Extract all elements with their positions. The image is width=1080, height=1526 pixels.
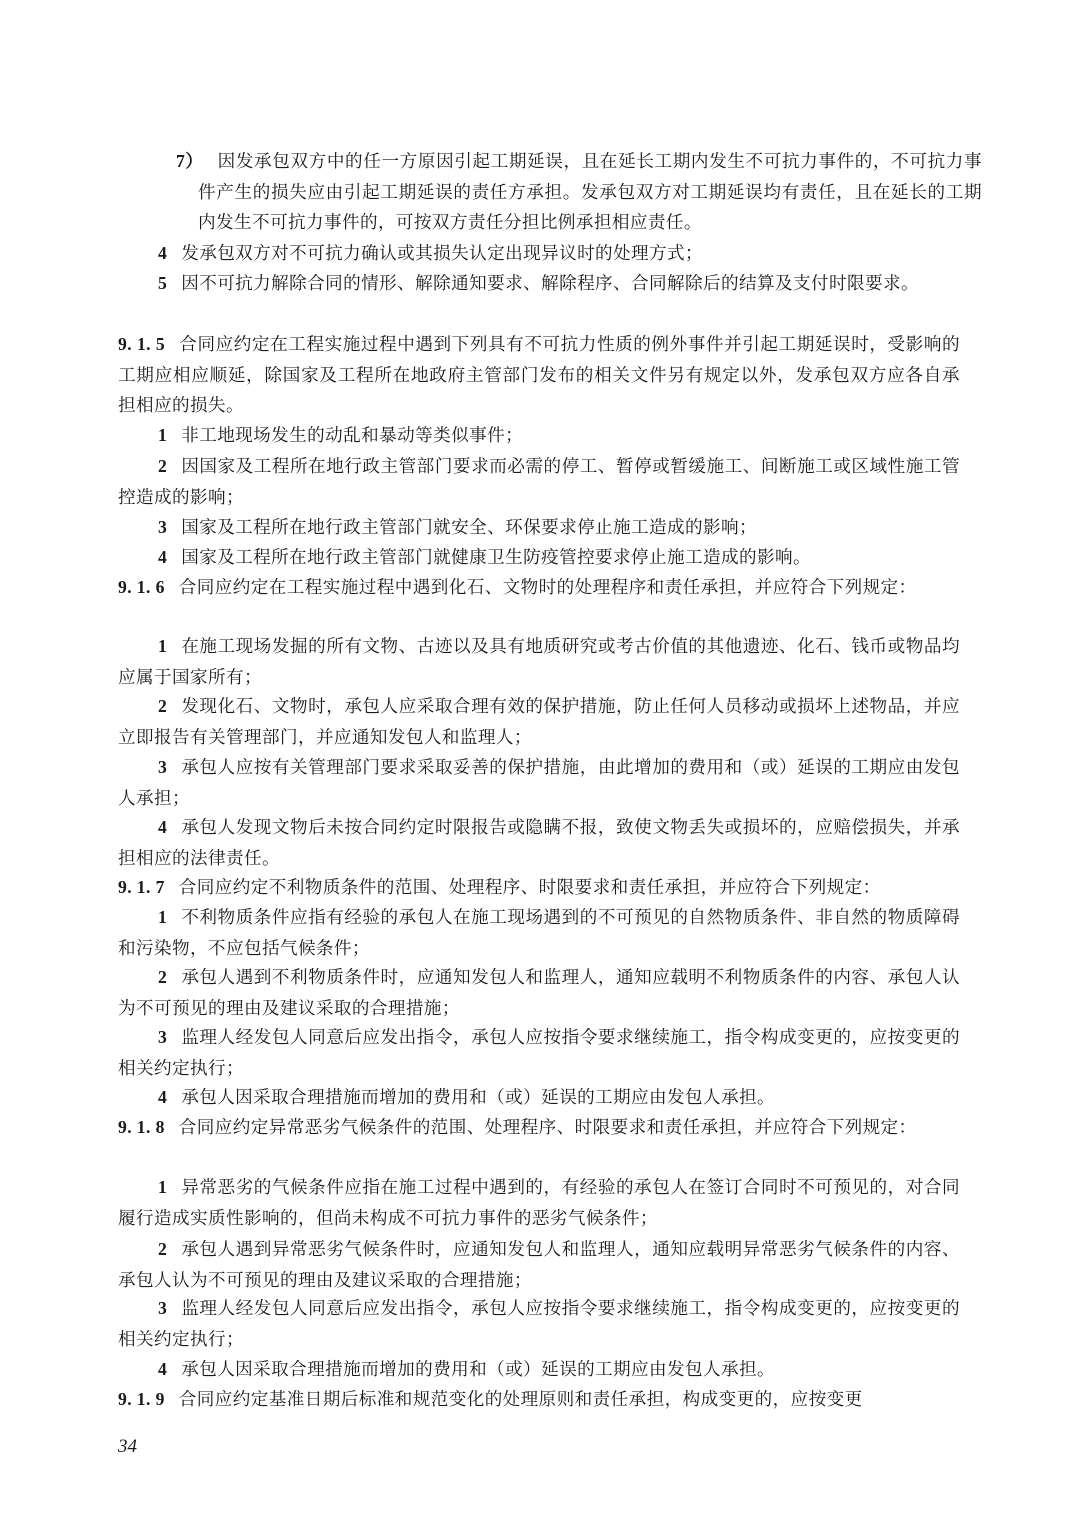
section-number: 9. 1. 9 [118, 1389, 165, 1409]
item-text: 非工地现场发生的动乱和暴动等类似事件； [181, 426, 524, 446]
section-9-1-5 [118, 329, 960, 422]
list-item [118, 512, 960, 544]
item-text: 承包人遇到异常恶劣气候条件时，应通知发包人和监理人，通知应载明异常恶劣气候条件的内容、承包人认为不可预见的理由及建议采取的合理措施； [118, 1240, 960, 1291]
list-item [118, 451, 960, 513]
item-number: 3 [158, 517, 168, 537]
list-item [118, 691, 960, 753]
item-text: 国家及工程所在地行政主管部门就安全、环保要求停止施工造成的影响； [181, 518, 758, 538]
list-item [118, 812, 960, 874]
section-9-1-7 [118, 872, 960, 904]
item-number: 2 [158, 967, 168, 987]
section-text: 合同应约定基准日期后标准和规范变化的处理原则和责任承担，构成变更的，应按变更 [178, 1390, 863, 1410]
item-text: 监理人经发包人同意后应发出指令，承包人应按指令要求继续施工，指令构成变更的，应按变更的相关约定执行； [118, 1028, 960, 1079]
item-text: 承包人发现文物后未按合同约定时限报告或隐瞒不报，致使文物丢失或损坏的，应赔偿损失，并承担相应的法律责任。 [118, 818, 960, 869]
section-number: 9. 1. 7 [118, 877, 165, 897]
list-item [118, 1082, 960, 1114]
item-number: 3 [158, 757, 168, 777]
item-text: 不利物质条件应指有经验的承包人在施工现场遇到的不可预见的自然物质条件、非自然的物质障碍和污染物，不应包括气候条件； [118, 908, 960, 959]
item-text: 承包人因采取合理措施而增加的费用和（或）延误的工期应由发包人承担。 [181, 1360, 776, 1380]
item-number: 4 [158, 243, 168, 263]
item-text: 因发承包双方中的任一方原因引起工期延误，且在延长工期内发生不可抗力事件的，不可抗力事件产生的损失应由引起工期延误的责任方承担。发承包双方对工期延误均有责任，且在延长的工期内发生不可抗力事件的，可按双方责任分担比例承担相应责任。 [198, 152, 982, 234]
section-text: 合同应约定在工程实施过程中遇到化石、文物时的处理程序和责任承担，并应符合下列规定： [178, 578, 917, 598]
section-text: 合同应约定不利物质条件的范围、处理程序、时限要求和责任承担，并应符合下列规定： [178, 878, 881, 898]
section-9-1-9 [118, 1384, 960, 1416]
item-number: 2 [158, 1239, 168, 1259]
section-9-1-8 [118, 1112, 960, 1144]
item-number: 4 [158, 817, 168, 837]
section-text: 合同应约定异常恶劣气候条件的范围、处理程序、时限要求和责任承担，并应符合下列规定： [178, 1118, 917, 1138]
section-number: 9. 1. 6 [118, 577, 165, 597]
item-number: 2 [158, 456, 168, 476]
item-text: 监理人经发包人同意后应发出指令，承包人应按指令要求继续施工，指令构成变更的，应按变更的相关约定执行； [118, 1299, 960, 1350]
item-number: 5 [158, 273, 168, 293]
item-number: 1 [158, 636, 168, 656]
list-item [118, 1172, 960, 1234]
list-item [118, 238, 960, 270]
item-text: 承包人遇到不利物质条件时，应通知发包人和监理人，通知应载明不利物质条件的内容、承包人认为不可预见的理由及建议采取的合理措施； [118, 968, 960, 1019]
item-text: 因不可抗力解除合同的情形、解除通知要求、解除程序、合同解除后的结算及支付时限要求。 [181, 274, 919, 294]
list-item [118, 1293, 960, 1355]
item-number: 3 [158, 1027, 168, 1047]
item-number: 1 [158, 907, 168, 927]
item-text: 异常恶劣的气候条件应指在施工过程中遇到的，有经验的承包人在签订合同时不可预见的，对合同履行造成实质性影响的，但尚未构成不可抗力事件的恶劣气候条件； [118, 1178, 960, 1229]
item-number: 1 [158, 1177, 168, 1197]
item-text: 因国家及工程所在地行政主管部门要求而必需的停工、暂停或暂缓施工、间断施工或区域性施工管控造成的影响； [118, 457, 960, 508]
section-number: 9. 1. 8 [118, 1117, 165, 1137]
item-number: 4 [158, 1359, 168, 1379]
list-item [118, 631, 960, 693]
section-text: 合同应约定在工程实施过程中遇到下列具有不可抗力性质的例外事件并引起工期延误时，受影响的工期应相应顺延，除国家及工程所在地政府主管部门发布的相关文件另有规定以外，发承包双方应各自承担相应的损失。 [118, 335, 960, 417]
item-number: 2 [158, 696, 168, 716]
item-number: 3 [158, 1298, 168, 1318]
list-item [118, 542, 960, 574]
list-item [118, 1022, 960, 1084]
item-number: 1 [158, 425, 168, 445]
item-text: 在施工现场发掘的所有文物、古迹以及具有地质研究或考古价值的其他遗迹、化石、钱币或物品均应属于国家所有； [118, 637, 960, 688]
item-text: 承包人应按有关管理部门要求采取妥善的保护措施，由此增加的费用和（或）延误的工期应由发包人承担； [118, 758, 960, 809]
page-number: 34 [118, 1436, 137, 1457]
list-item [118, 420, 960, 452]
section-9-1-6 [118, 572, 960, 604]
item-number: 7） [176, 151, 204, 171]
list-item [118, 1234, 960, 1296]
item-text: 发承包双方对不可抗力确认或其损失认定出现异议时的处理方式； [181, 244, 704, 264]
list-item [118, 752, 960, 814]
item-text: 发现化石、文物时，承包人应采取合理有效的保护措施，防止任何人员移动或损坏上述物品，并应立即报告有关管理部门，并应通知发包人和监理人； [118, 697, 960, 748]
list-item-7 [176, 146, 982, 239]
list-item [118, 268, 960, 300]
item-text: 国家及工程所在地行政主管部门就健康卫生防疫管控要求停止施工造成的影响。 [181, 548, 811, 568]
item-number: 4 [158, 547, 168, 567]
section-number: 9. 1. 5 [118, 334, 166, 354]
item-number: 4 [158, 1087, 168, 1107]
item-text: 承包人因采取合理措施而增加的费用和（或）延误的工期应由发包人承担。 [181, 1088, 776, 1108]
list-item [118, 962, 960, 1024]
list-item [118, 902, 960, 964]
list-item [118, 1354, 960, 1386]
